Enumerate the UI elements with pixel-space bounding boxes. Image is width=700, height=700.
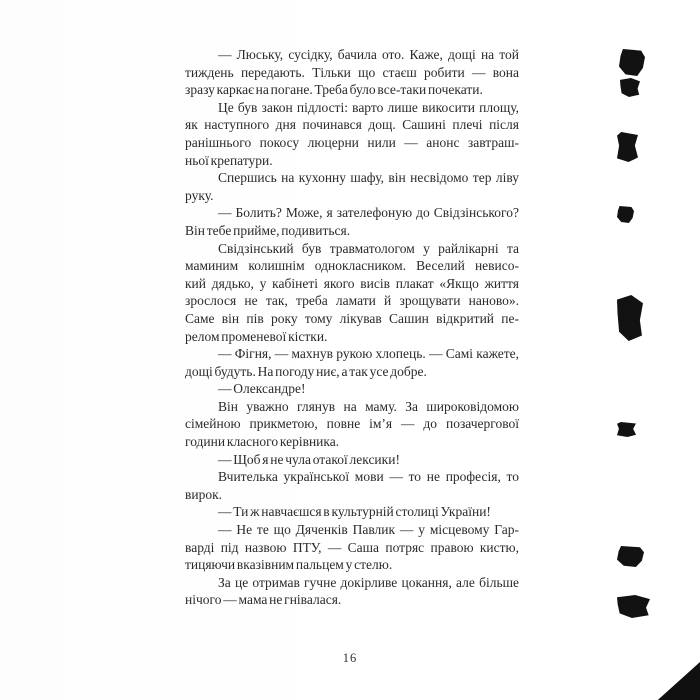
scan-edge-mark [617,132,638,162]
text-line: Спершись на кухонну шафу, він несвідомо тер ліву [218,170,519,186]
text-line: кий дядько, у кабінеті якого висів плакат «Якщо життя [185,275,519,291]
text-line: — Олександре! [218,381,306,397]
text-line: маминим колишнім однокласником. Веселий невисо- [185,258,519,274]
text-line: тиждень передають. Тільки що стаєш робити — вона [185,64,519,80]
text-line: — Люську, сусідку, бачила ото. Каже, дощі на той [218,47,519,62]
text-line: зрослося не так, треба ламати й зрощувати наново». [185,293,519,309]
text-line: варді під назвою ПТУ, — Саша потряс правою кистю, [185,539,519,555]
text-line: руку. [185,187,214,203]
text-line: За це отримав гучне докірливе цокання, але більше [218,574,519,590]
text-line: Це був закон підлості: варто лише викосити площу, [218,99,519,115]
text-line: години класного керівника. [185,434,340,450]
text-line: релом променевої кістки. [185,328,328,344]
text-line: — Не те що Дяченків Павлик — у місцевому Гар- [218,522,519,538]
scan-edge-mark [617,595,650,618]
text-line: — Болить? Може, я зателефоную до Свідзінського? [218,205,519,221]
text-line: дощі будуть. На погоду ниє, а так усе добре. [185,363,427,379]
text-line: Він уважно глянув на маму. За широковідомою [218,398,519,414]
text-line: Вчителька української мови — то не професія, то [218,469,519,485]
text-line: Він тебе прийме, подивиться. [185,222,351,238]
text-line: — Щоб я не чула отакої лексики! [218,451,400,467]
text-line: ньої крепатури. [185,152,273,168]
text-line: як наступного дня починався дощ. Сашині плечі після [185,117,519,133]
page-number: 16 [342,651,358,665]
text-line: тицяючи вказівним пальцем у стелю. [185,557,393,573]
scan-edge-mark [620,78,640,97]
corner-shadow [652,662,700,700]
text-line: сімейною прикметою, повне ім’я — до позачергової [185,416,519,432]
scan-edge-mark [619,49,645,76]
scan-edge-mark [617,422,636,437]
text-line: ранішнього покосу люцерни нили — анонс завтраш- [185,134,519,150]
text-line: нічого — мама не гнівалася. [185,592,342,608]
scan-edge-mark [617,206,634,223]
scan-edge-mark [617,295,643,341]
text-line: — Ти ж навчаєшся в культурній столиці України! [218,504,491,520]
text-line: вирок. [185,486,223,502]
text-line: Свідзінський був травматологом у райлікарні та [218,240,519,256]
page-text [185,46,519,609]
text-line: Саме він пів року тому лікував Сашин відкритий пе- [185,310,519,326]
scan-edge-mark [617,546,644,567]
text-line: зразу каркає на погане. Треба було все-таки почекати. [185,82,483,98]
text-line: — Фігня, — махнув рукою хлопець. — Самі кажете, [218,346,519,362]
